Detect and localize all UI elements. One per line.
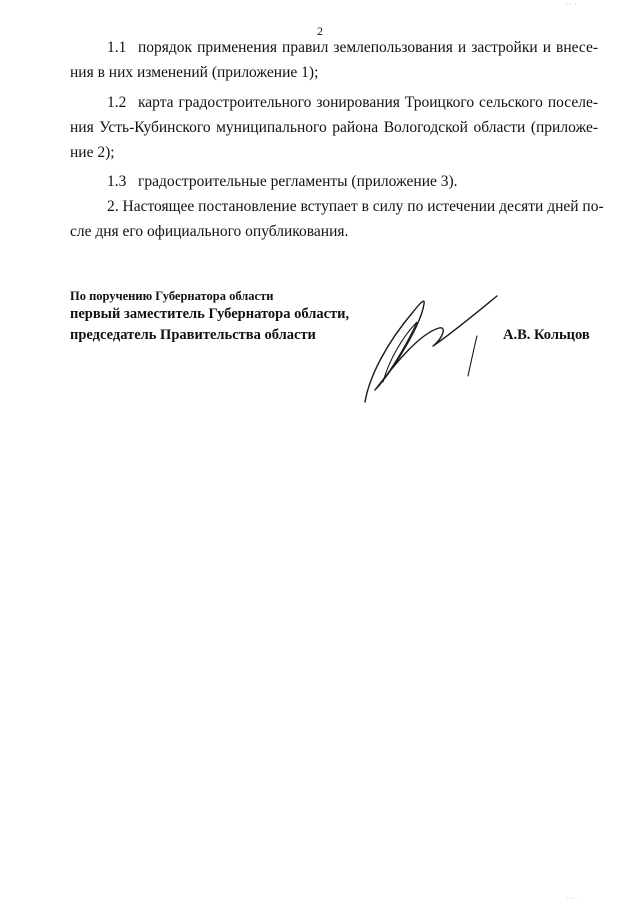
item-number: 1.2 xyxy=(107,94,127,111)
position-line-2: председатель Правительства области xyxy=(70,327,316,343)
scan-speck: ·· · xyxy=(566,2,578,8)
item-number: 1.1 xyxy=(107,39,127,56)
handwritten-signature xyxy=(355,290,515,410)
scan-speck: ··· · xyxy=(566,896,581,902)
paragraph-2-first-line: 2. Настоящее постановление вступает в силу по истечении десяти дней по- xyxy=(107,198,604,215)
item-text: карта градостроительного зонирования Троицкого сельского поселе- xyxy=(138,94,598,111)
item-text: градостроительные регламенты (приложение 3). xyxy=(138,173,458,190)
position-line-1: первый заместитель Губернатора области, xyxy=(70,306,350,322)
signatory-name: А.В. Кольцов xyxy=(503,327,590,343)
item-1-2-line: ние 2); xyxy=(70,144,115,161)
item-1-3-line xyxy=(107,172,598,192)
item-1-2-first-line xyxy=(107,93,598,113)
item-1-2-line: ния Усть-Кубинского муниципального района Вологодской области (приложе- xyxy=(70,119,598,136)
paragraph-2-last-line: сле дня его официального опубликования. xyxy=(70,223,349,240)
page-number: 2 xyxy=(317,24,323,38)
on-behalf-line: По поручению Губернатора области xyxy=(70,289,274,303)
item-1-1-first-line xyxy=(107,38,598,58)
item-1-1-line: ния в них изменений (приложение 1); xyxy=(70,64,319,81)
item-text: порядок применения правил землепользования и застройки и внесе- xyxy=(138,39,598,56)
item-number: 1.3 xyxy=(107,173,127,190)
